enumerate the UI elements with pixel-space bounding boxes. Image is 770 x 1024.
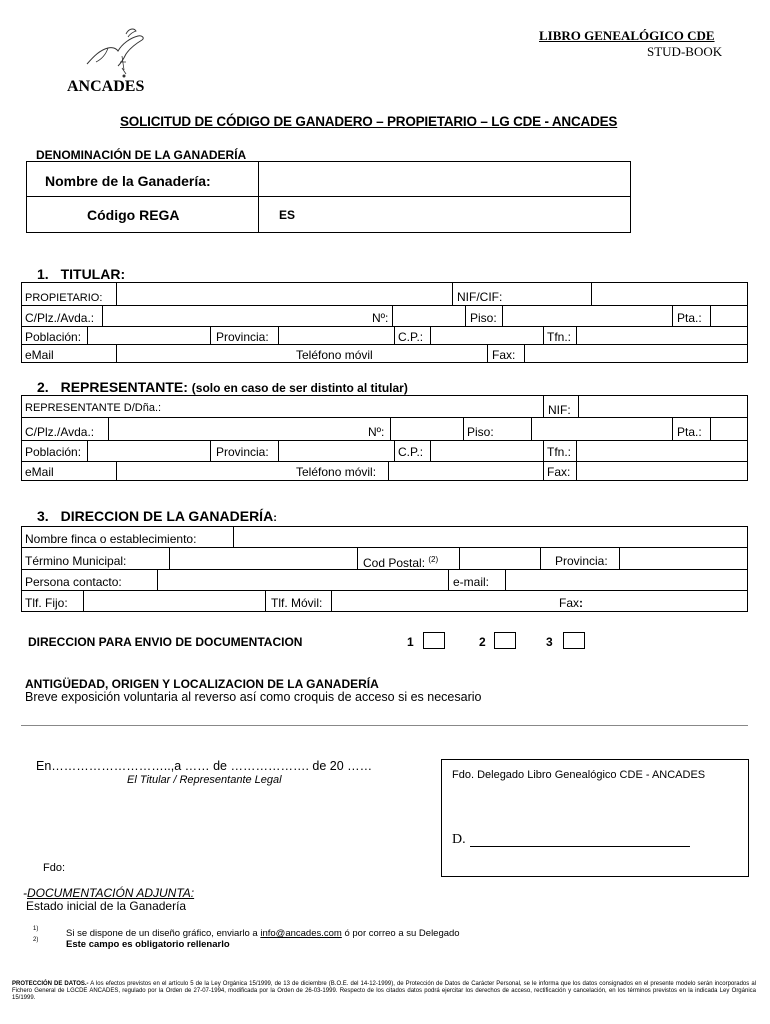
titular-email-label: eMail xyxy=(25,348,54,362)
documentacion-heading-text: DOCUMENTACIÓN ADJUNTA: xyxy=(27,886,195,900)
lugar-fecha-line[interactable]: En………………………..,a …… de ………………. de 20 …… xyxy=(36,759,373,773)
representante-heading xyxy=(37,379,408,395)
representante-fax-label: Fax: xyxy=(547,465,571,479)
envio-option-1-checkbox[interactable] xyxy=(423,632,445,649)
representante-numero-label: Nº: xyxy=(368,425,385,439)
envio-option-3-label: 3 xyxy=(546,635,553,649)
antiguedad-field[interactable] xyxy=(21,705,748,725)
rega-label: Código REGA xyxy=(87,207,180,223)
representante-heading-note: (solo en caso de ser distinto al titular) xyxy=(191,381,408,395)
direccion-heading xyxy=(37,508,277,524)
org-name: ANCADES xyxy=(67,78,145,95)
direccion-finca-label: Nombre finca o establecimiento: xyxy=(25,532,197,546)
direccion-contacto-label: Persona contacto: xyxy=(25,575,122,589)
direccion-cod-postal-note: (2) xyxy=(428,555,439,564)
representante-nombre-label: REPRESENTANTE D/Dña.: xyxy=(25,402,162,414)
titular-tfn-label: Tfn.: xyxy=(547,330,572,344)
proteccion-body: A los efectos previstos en el artículo 5 de la Ley Orgánica 15/1999, de 13 de diciembre (B.O.E. del 14-12-1999), de Protección de Datos de Carácter Personal, se le informa que los datos consignados en el presente modelo serán incorporados al Fichero General de LGCDE ANCADES, regulado por la Orden de 27-07-1994, modificada por la Orden de 26-03-1999. Respecto de los citados datos podrá ejercitar los derechos de acceso, rectificación y cancelación, en los términos previstos en la indicada Ley Orgánica 15/1999. xyxy=(12,981,756,1001)
envio-label: DIRECCION PARA ENVIO DE DOCUMENTACION xyxy=(28,635,303,649)
direccion-fax-colon: : xyxy=(579,596,584,610)
titular-movil-label: Teléfono móvil xyxy=(296,348,373,362)
titular-heading-num: 1. xyxy=(37,266,49,282)
direccion-termino-label: Término Municipal: xyxy=(25,554,127,568)
direccion-provincia-label: Provincia: xyxy=(555,554,608,568)
titular-propietario-label: PROPIETARIO: xyxy=(25,292,103,304)
direccion-heading-colon: : xyxy=(273,512,277,524)
note-1 xyxy=(66,928,460,939)
antiguedad-divider xyxy=(21,725,748,726)
direccion-cod-postal-label xyxy=(363,553,438,570)
representante-poblacion-label: Población: xyxy=(25,445,82,459)
representante-calle-label: C/Plz./Avda.: xyxy=(25,425,95,439)
proteccion-datos-text xyxy=(12,981,756,1002)
antiguedad-heading: ANTIGÜEDAD, ORIGEN Y LOCALIZACION DE LA GANADERÍA xyxy=(25,677,379,691)
documentacion-item: Estado inicial de la Ganadería xyxy=(26,899,187,913)
note-1-email-link[interactable]: info@ancades.com xyxy=(260,928,342,939)
firma-rol: El Titular / Representante Legal xyxy=(127,774,282,786)
representante-nif-label: NIF: xyxy=(548,403,571,417)
book-title: LIBRO GENEALÓGICO CDE xyxy=(539,28,715,43)
titular-calle-label: C/Plz./Avda.: xyxy=(25,311,95,325)
book-subtitle: STUD-BOOK xyxy=(647,44,723,59)
form-title: SOLICITUD DE CÓDIGO DE GANADERO – PROPIETARIO – LG CDE - ANCADES xyxy=(120,114,618,129)
denominacion-heading: DENOMINACIÓN DE LA GANADERÍA xyxy=(36,148,247,162)
titular-heading-text: TITULAR: xyxy=(60,266,126,282)
titular-pta-label: Pta.: xyxy=(677,311,702,325)
direccion-tlf-fijo-label: Tlf. Fijo: xyxy=(25,596,68,610)
proteccion-heading: PROTECCIÓN DE DATOS.- xyxy=(12,981,89,987)
envio-option-1-label: 1 xyxy=(407,635,414,649)
representante-heading-text: REPRESENTANTE: xyxy=(60,379,188,395)
titular-nif-label: NIF/CIF: xyxy=(457,290,503,304)
titular-numero-label: Nº: xyxy=(372,311,389,325)
envio-option-2-checkbox[interactable] xyxy=(494,632,516,649)
titular-fax-label: Fax: xyxy=(492,348,516,362)
representante-pta-label: Pta.: xyxy=(677,425,702,439)
antiguedad-subheading: Breve exposición voluntaria al reverso así como croquis de acceso si es necesario xyxy=(25,690,482,704)
delegado-label: Fdo. Delegado Libro Genealógico CDE - ANCADES xyxy=(452,769,706,781)
representante-tfn-label: Tfn.: xyxy=(547,445,572,459)
direccion-heading-num: 3. xyxy=(37,508,49,524)
delegado-d-prefix: D. xyxy=(452,832,466,847)
representante-piso-label: Piso: xyxy=(467,425,494,439)
rega-value[interactable]: ES xyxy=(279,208,296,222)
note-1-pre: Si se dispone de un diseño gráfico, enviarlo a xyxy=(66,928,261,939)
firma-fdo: Fdo: xyxy=(43,862,66,874)
direccion-fax-label xyxy=(559,596,583,610)
envio-option-2-label: 2 xyxy=(479,635,486,649)
ganaderia-name-label: Nombre de la Ganadería: xyxy=(45,173,211,189)
direccion-heading-text: DIRECCION DE LA GANADERÍA xyxy=(60,508,274,524)
note-1-mark: 1) xyxy=(33,926,39,932)
ganaderia-name-field[interactable] xyxy=(260,163,629,194)
representante-provincia-label: Provincia: xyxy=(216,445,269,459)
direccion-cod-postal-text: Cod Postal: xyxy=(363,556,426,570)
titular-nif-field[interactable] xyxy=(592,283,747,304)
titular-piso-label: Piso: xyxy=(470,311,497,325)
note-2-mark: 2) xyxy=(33,937,39,943)
direccion-fax-text: Fax xyxy=(559,596,580,610)
envio-option-3-checkbox[interactable] xyxy=(563,632,585,649)
note-2: Este campo es obligatorio rellenarlo xyxy=(66,939,230,950)
logo xyxy=(82,26,152,81)
direccion-tlf-movil-label: Tlf. Móvil: xyxy=(271,596,323,610)
titular-heading xyxy=(37,266,125,282)
documentacion-dash: - xyxy=(23,886,27,900)
representante-movil-label: Teléfono móvil: xyxy=(296,465,377,479)
titular-propietario-field[interactable] xyxy=(117,283,451,304)
representante-heading-num: 2. xyxy=(37,379,49,395)
delegado-signature-line[interactable] xyxy=(470,846,690,847)
direccion-email-label: e-mail: xyxy=(453,575,490,589)
representante-email-label: eMail xyxy=(25,465,54,479)
note-1-post: ó por correo a su Delegado xyxy=(341,928,460,939)
representante-cp-label: C.P.: xyxy=(398,445,424,459)
titular-calle-field[interactable] xyxy=(103,306,368,325)
titular-cp-label: C.P.: xyxy=(398,330,424,344)
documentacion-heading xyxy=(23,886,194,900)
hand-bird-logo-icon xyxy=(82,26,152,81)
titular-provincia-label: Provincia: xyxy=(216,330,269,344)
titular-poblacion-label: Población: xyxy=(25,330,82,344)
